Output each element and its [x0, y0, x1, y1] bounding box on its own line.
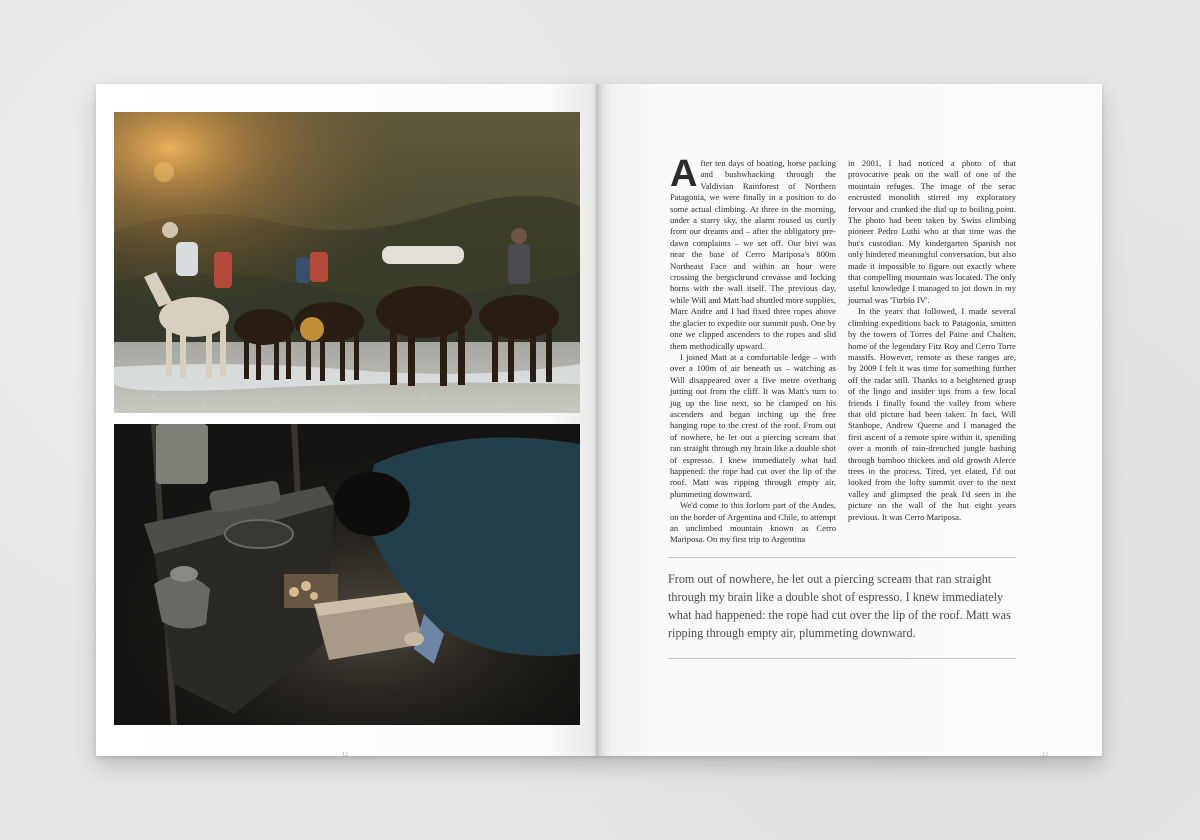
article-paragraph: We'd come to this forlorn part of the Andes, on the border of Argentina and Chile, to attempt an unclimbed mountain known as Cerro Mariposa. On my first trip to Argentina: [670, 500, 836, 545]
right-page: [596, 84, 1102, 756]
pullquote-rule-bottom: [668, 658, 1016, 659]
article-column-1: [670, 153, 836, 546]
article-paragraph: In the years that followed, I made several climbing expeditions back to Patagonia, smitten by the towers of Torres del Paine and Chalten, home of the legendary Fitz Roy and Cerro Torre massifs. However, remote as these ranges are, by 2009 I felt it was time for something further off the radar still. Thanks to a heightened grasp of the lingo and insider tips from a few local friends I finally found the valley from where that old picture had been taken. In fact, Will Stanhope, Andrew Querne and I managed the first ascent of a remote spire within it, spending over a month of rain-drenched jungle bashing through bamboo thickets and old growth Alerce trees in the process. Tired, yet elated, I'd out looked from the lofty summit over to the next valley and glimpsed the peak I'd seen in the picture on the wall of the hut eight years previous. It was Cerro Mariposa.: [848, 306, 1016, 522]
left-page: [96, 84, 596, 756]
page-number-left: 12: [342, 752, 348, 758]
drop-cap: A: [670, 153, 698, 195]
magazine-spread: [96, 84, 1102, 756]
article-paragraph: I joined Matt at a comfortable ledge – with over a 100m of air beneath us – watching as Will disappeared over a five metre overhang jutting out from the cliff. It was Matt's turn to jug up the line next, so he clamped on his ascenders and began inching up the free hanging rope to the crest of the roof. From out of nowhere, he let out a piercing scream that ran straight through my brain like a double shot of espresso. I knew immediately what had happened: the rope had cut over the lip of the roof. Matt was ripping through empty air, plummeting downward.: [670, 351, 836, 499]
paragraph-text: fter ten days of boating, horse packing and bushwhacking through the Valdivian Rainforest of Northern Patagonia, we were finally in a position to do some actual climbing. At three in the morning, under a starry sky, the alarm roused us curtly from our dreams and – after the obligatory pre-dawn complaints – we set off. Our bivi was near the base of Cerro Mariposa's 800m Northeast Face and within an hour were crossing the bergschrund crevasse and locking horns with the wall itself. The previous day, while Will and Matt had shuttled more supplies, Marc Andre and I had fixed three ropes above the glacier to expedite our summit push. One by one we clipped ascenders to the ropes and slid them methodically upward.: [670, 158, 836, 351]
article-paragraph: in 2001, I had noticed a photo of that provocative peak on the wall of one of the mountain refuges. The image of the serac encrusted monolith stirred my exploratory fervour and cranked the dial up to boiling point. The photo had been taken by Swiss climbing pioneer Pedro Luthi who at that time was the hut's custodian. My kindergarten Spanish not only hindered meaningful conversation, but also made it impossible to figure out exactly where that compelling mountain was located. The only useful knowledge I managed to jot down in my journal was 'Turbio IV'.: [848, 158, 1016, 305]
article-column-2: [848, 158, 1016, 523]
photo-wood-stove: [114, 424, 580, 725]
page-number-right: 13: [1042, 752, 1048, 758]
pullquote-rule-top: [668, 557, 1016, 558]
pull-quote: From out of nowhere, he let out a piercing scream that ran straight through my brain like a double shot of espresso. I knew immediately what had happened: the rope had cut over the lip of the roof. Matt was ripping through empty air, plummeting downward.: [668, 572, 1011, 640]
article-paragraph: [670, 153, 836, 352]
spine-gutter: [592, 84, 602, 756]
photo-horse-riders: [114, 112, 580, 413]
